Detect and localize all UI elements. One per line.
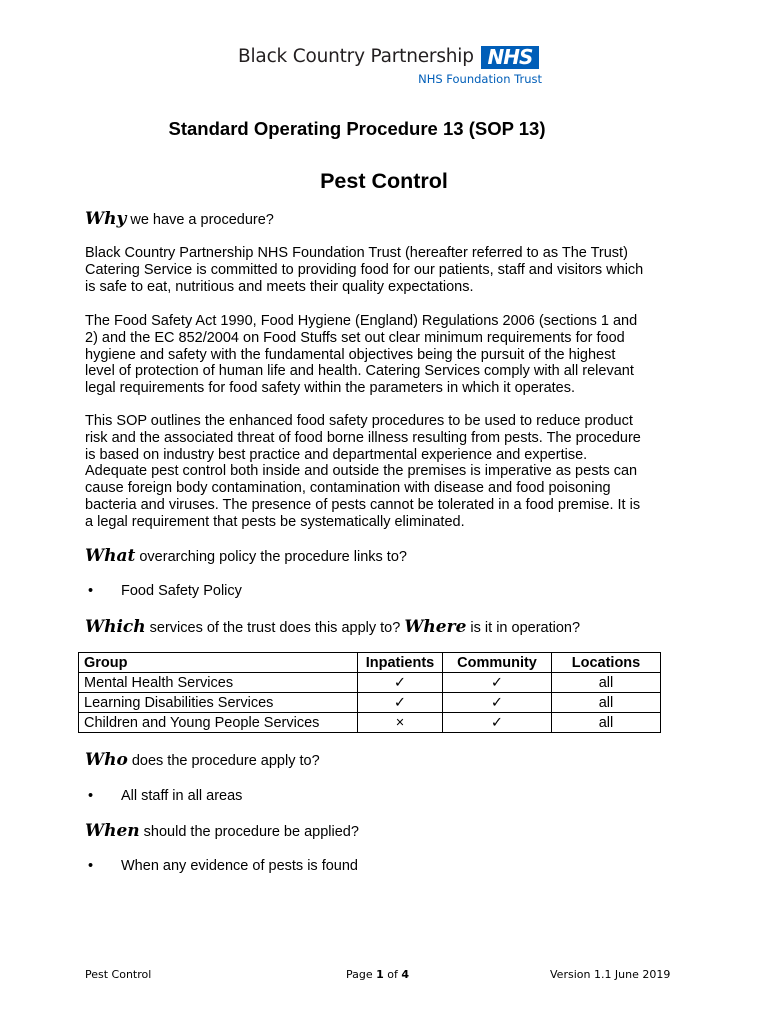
table-row: [79, 713, 661, 733]
paragraph-line: Adequate pest control both inside and outside the premises is imperative as pests can: [85, 463, 638, 480]
page-current: 1: [376, 968, 384, 981]
table-cell: Learning Disabilities Services: [79, 693, 358, 713]
list-item: [88, 788, 242, 804]
page-prefix: Page: [346, 968, 377, 981]
why-heading: [85, 209, 274, 229]
paragraph-line: hygiene and safety with the fundamental objectives being the pursuit of the highest: [85, 346, 616, 363]
column-header: Community: [443, 653, 552, 673]
list-item-text: When any evidence of pests is found: [121, 858, 358, 874]
services-table: [78, 652, 661, 733]
legislation-paragraph: [85, 313, 685, 397]
table-row: [79, 673, 661, 693]
table-cell: all: [552, 693, 661, 713]
paragraph-line: a legal requirement that pests be systematically eliminated.: [85, 513, 465, 530]
bullet-dot: •: [88, 583, 94, 599]
table-cell: ×: [358, 713, 443, 733]
table-cell: ✓: [443, 673, 552, 693]
when-heading: [85, 821, 359, 841]
paragraph-line: cause foreign body contamination, contamination with disease and food poisoning: [85, 480, 611, 497]
page-total: 4: [401, 968, 410, 981]
which-heading: [85, 617, 580, 637]
table-cell: ✓: [358, 693, 443, 713]
where-keyword: Where: [404, 617, 467, 637]
list-item: [88, 583, 242, 599]
why-text: we have a procedure?: [126, 212, 274, 228]
footer-title: Pest Control: [85, 968, 152, 981]
intro-paragraph: [85, 245, 685, 295]
paragraph-line: The Food Safety Act 1990, Food Hygiene (England) Regulations 2006 (sections 1 and: [85, 313, 638, 329]
footer-page-number: [346, 968, 409, 981]
who-keyword: Who: [85, 750, 128, 770]
paragraph-line: is based on industry best practice and departmental experience and expertise.: [85, 446, 588, 463]
table-cell: ✓: [443, 693, 552, 713]
table-cell: all: [552, 673, 661, 693]
table-cell: all: [552, 713, 661, 733]
why-keyword: Why: [85, 209, 127, 229]
which-keyword: Which: [85, 617, 146, 637]
paragraph-line: Black Country Partnership NHS Foundation Trust (hereafter referred to as The Trust): [85, 245, 628, 261]
list-item-text: All staff in all areas: [121, 788, 243, 804]
table-row: [79, 693, 661, 713]
sop-title: Standard Operating Procedure 13 (SOP 13): [168, 118, 546, 139]
paragraph-line: risk and the associated threat of food borne illness resulting from pests. The procedure: [85, 429, 641, 446]
paragraph-line: is safe to eat, nutritious and meets their quality expectations.: [85, 278, 474, 295]
what-text: overarching policy the procedure links to?: [135, 549, 407, 565]
table-cell: ✓: [358, 673, 443, 693]
bullet-dot: •: [88, 858, 94, 874]
paragraph-line: 2) and the EC 852/2004 on Food Stuffs set out clear minimum requirements for food: [85, 329, 625, 346]
column-header: Group: [79, 653, 358, 673]
what-heading: [85, 546, 407, 566]
footer-version: Version 1.1 June 2019: [550, 968, 671, 981]
what-keyword: What: [85, 546, 136, 566]
table-header-row: [79, 653, 661, 673]
page-mid: of: [383, 968, 402, 981]
paragraph-line: level of protection of human life and health. Catering Services comply with all relevant: [85, 363, 634, 380]
scope-paragraph: [85, 413, 685, 531]
nhs-badge: NHS: [481, 46, 539, 69]
trust-logo: [238, 44, 542, 90]
page-title: Pest Control: [320, 169, 448, 193]
logo-org-name: Black Country Partnership: [238, 46, 474, 67]
paragraph-line: This SOP outlines the enhanced food safety procedures to be used to reduce product: [85, 413, 633, 429]
which-text: services of the trust does this apply to?: [145, 620, 405, 636]
table-cell: Children and Young People Services: [79, 713, 358, 733]
table-cell: Mental Health Services: [79, 673, 358, 693]
where-text: is it in operation?: [466, 620, 581, 636]
who-heading: [85, 750, 320, 770]
table-cell: ✓: [443, 713, 552, 733]
when-keyword: When: [85, 821, 140, 841]
paragraph-line: bacteria and viruses. The presence of pests cannot be tolerated in a food premise. It is: [85, 496, 641, 513]
list-item-text: Food Safety Policy: [121, 583, 242, 599]
paragraph-line: legal requirements for food safety within the parameters in which it operates.: [85, 380, 576, 397]
bullet-dot: •: [88, 788, 94, 804]
column-header: Locations: [552, 653, 661, 673]
list-item: [88, 858, 358, 874]
logo-subtitle: NHS Foundation Trust: [418, 72, 542, 86]
column-header: Inpatients: [358, 653, 443, 673]
when-text: should the procedure be applied?: [139, 824, 359, 840]
paragraph-line: Catering Service is committed to providing food for our patients, staff and visitors which: [85, 261, 644, 278]
who-text: does the procedure apply to?: [127, 753, 320, 769]
